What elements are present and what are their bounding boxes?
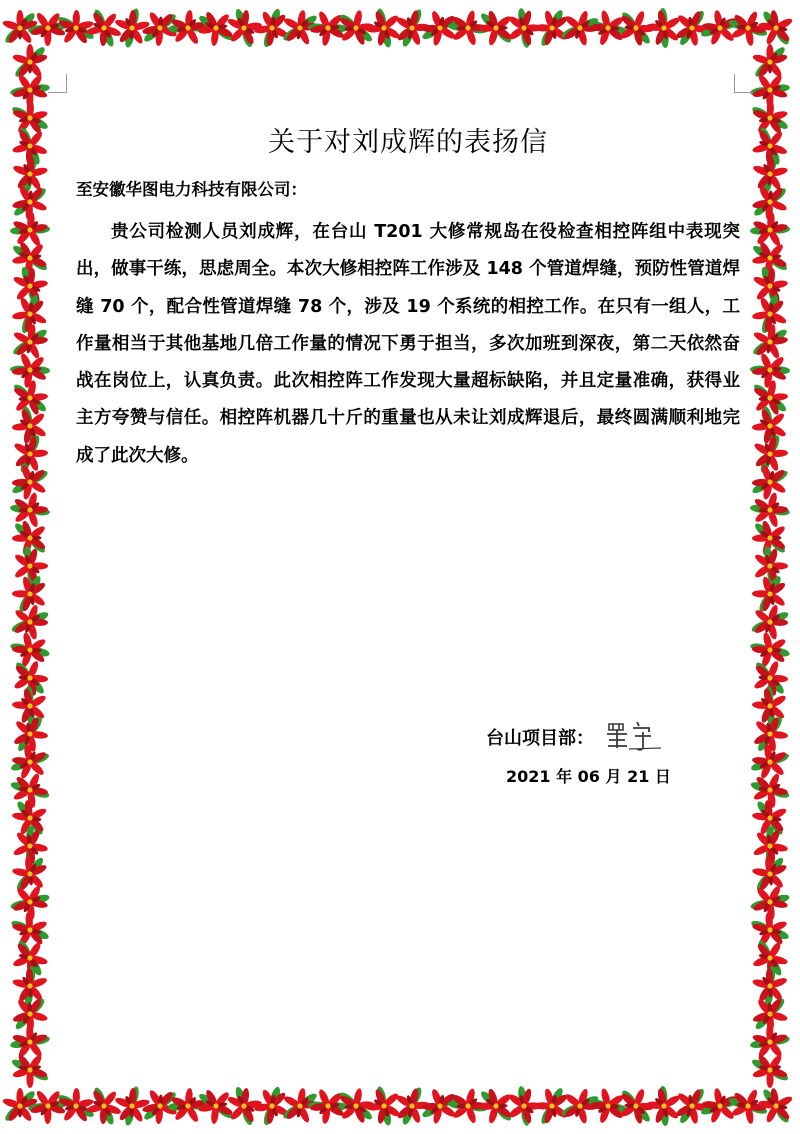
flower-icon — [7, 1047, 52, 1092]
handwritten-signature — [603, 718, 663, 756]
flower-icon — [5, 681, 55, 731]
flower-icon — [750, 854, 790, 893]
flower-icon — [82, 5, 128, 52]
flower-icon — [195, 1085, 236, 1127]
flower-icon — [748, 461, 792, 504]
flower-icon — [749, 321, 791, 362]
flower-icon — [5, 1018, 55, 1068]
flower-icon — [11, 378, 50, 418]
flower-icon — [7, 599, 53, 644]
flower-icon — [749, 96, 793, 141]
crop-mark-top-left — [48, 74, 67, 93]
flower-icon — [9, 96, 53, 141]
flower-icon — [747, 1047, 792, 1092]
flower-icon — [360, 4, 409, 53]
letter-date: 2021 年 06 月 21 日 — [506, 767, 671, 786]
flower-icon — [745, 681, 795, 731]
flower-icon — [745, 1018, 795, 1068]
letter-salutation: 至安徽华图电力科技有限公司： — [76, 180, 307, 199]
flower-icon — [82, 1083, 128, 1130]
flower-icon — [752, 44, 788, 79]
flower-icon — [478, 1087, 514, 1124]
flower-icon — [529, 5, 574, 49]
flower-icon — [195, 7, 236, 49]
signature-block — [486, 718, 663, 756]
flower-icon — [360, 1082, 409, 1131]
crop-mark-top-right — [734, 74, 753, 93]
flower-icon — [529, 1083, 574, 1127]
flower-icon — [10, 854, 50, 893]
flower-icon — [8, 461, 52, 504]
flower-icon — [747, 599, 793, 644]
flower-icon — [755, 1085, 795, 1126]
flower-icon — [12, 44, 48, 79]
letter-page — [76, 96, 740, 1056]
letter-body: 贵公司检测人员刘成辉，在台山 T201 大修常规岛在役检查相控阵组中表现突出，做事干练，思虑周全。本次大修相控阵工作涉及 148 个管道焊缝，预防性管道焊缝 70 个，配合性管道焊缝 78 个，涉及 19 个系统的相控工作。在只有一组人，工作量相当于其他基地几倍工作量的情况下勇于担当，多次加班到深夜，第二天依然奋战在岗位上，认真负责。此次相控阵工作发现大量超标缺陷，并且定量准确，获得业主方夸赞与信任。相控阵机器几十斤的重量也从未让刘成辉退后，最终圆满顺利地完成了此次大修。 — [76, 222, 740, 466]
letter-title: 关于对刘成辉的表扬信 — [268, 127, 548, 158]
flower-icon — [755, 7, 795, 48]
flower-icon — [478, 9, 514, 46]
flower-icon — [751, 378, 790, 418]
department-name: 台山项目部： — [486, 728, 594, 749]
flower-icon — [9, 321, 51, 362]
